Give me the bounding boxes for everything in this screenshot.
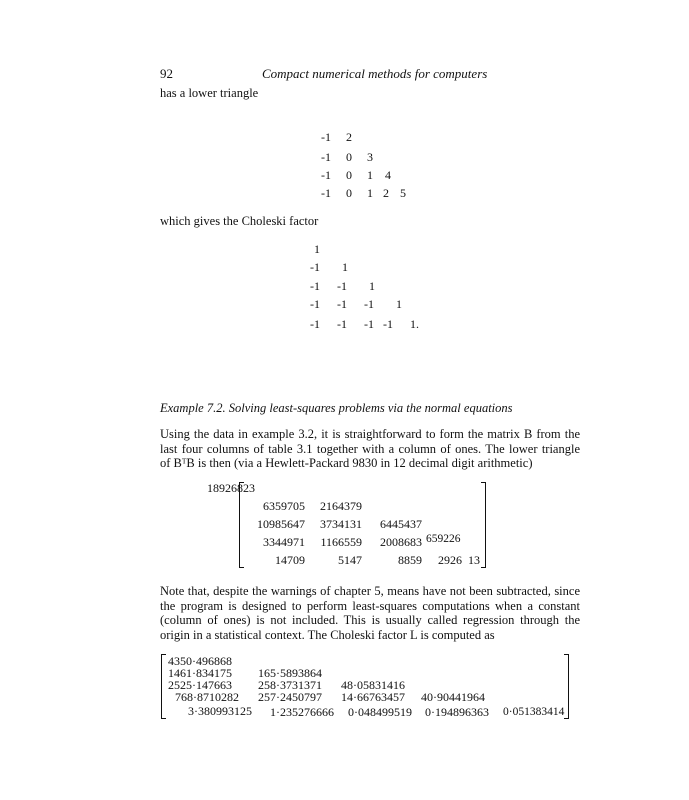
matrix-cell: 1166559	[320, 535, 362, 549]
matrix-cell: 3	[367, 150, 373, 164]
matrix-cell: -1	[364, 317, 374, 331]
matrix-cell: -1	[310, 260, 320, 274]
matrix-cell: -1	[321, 186, 331, 200]
paragraph-line: Using the data in example 3.2, it is straightforward to form the matrix B from the	[160, 427, 580, 441]
matrix-cell: -1	[310, 279, 320, 293]
example-heading: Example 7.2. Solving least-squares problems via the normal equations	[160, 401, 513, 415]
matrix-cell: 14·66763457	[341, 690, 405, 704]
matrix-cell: 1	[367, 186, 373, 200]
matrix-cell: -1	[337, 317, 347, 331]
matrix-cell: 1	[396, 297, 402, 311]
paragraph-1	[160, 427, 580, 471]
paragraph-line: (column of ones) is not included. This is usually called regression through the	[160, 613, 580, 628]
matrix-cell: 1·235276666	[270, 705, 334, 719]
matrix-cell: 13	[468, 553, 480, 567]
matrix-cell: 10985647	[257, 517, 305, 531]
matrix-cell: 0·194896363	[425, 705, 489, 719]
matrix-cell: 1	[342, 260, 348, 274]
matrix-cell: -1	[364, 297, 374, 311]
matrix-cell: 1	[314, 242, 320, 256]
matrix-cell: 3344971	[263, 535, 305, 549]
matrix-cell: 2	[346, 130, 352, 144]
paragraph-line: the program is designed to perform least-squares computations when a constant	[160, 598, 580, 613]
matrix-cell: 0	[346, 168, 352, 182]
matrix-cell: 5	[400, 186, 406, 200]
right-bracket	[564, 654, 569, 719]
matrix-cell: 0·051383414	[503, 706, 565, 718]
paragraph-line: of BᵀB is then (via a Hewlett-Packard 9830 in 12 decimal digit arithmetic)	[160, 456, 533, 471]
right-bracket	[481, 482, 486, 568]
matrix-cell: 4350·496868	[168, 654, 232, 668]
matrix-cell: 3734131	[320, 517, 362, 531]
running-title: Compact numerical methods for computers	[262, 66, 488, 81]
matrix-cell: 6445437	[380, 517, 422, 531]
matrix-cell: 2	[383, 186, 389, 200]
matrix-cell: 257·2450797	[258, 690, 322, 704]
matrix-cell: 4	[385, 168, 391, 182]
matrix-cell: 40·90441964	[421, 690, 485, 704]
matrix-cell: 1	[369, 279, 375, 293]
matrix-cell: 0	[346, 186, 352, 200]
matrix-cell: 165·5893864	[258, 666, 322, 680]
matrix-cell: 2008683	[380, 535, 422, 549]
matrix-cell: 2164379	[320, 499, 362, 513]
choleski-intro-text: which gives the Choleski factor	[160, 214, 319, 228]
matrix-cell: -1	[310, 297, 320, 311]
matrix-cell: 2525·147663	[168, 678, 232, 692]
matrix-cell: 14709	[275, 553, 305, 567]
left-bracket	[161, 654, 166, 719]
paragraph-line: Note that, despite the warnings of chapter 5, means have not been subtracted, since	[160, 584, 580, 598]
paragraph-line: origin in a statistical context. The Choleski factor L is computed as	[160, 627, 495, 642]
matrix-cell: -1	[321, 150, 331, 164]
matrix-cell: 0·048499519	[348, 705, 412, 719]
matrix-cell: 0	[346, 150, 352, 164]
matrix-cell: 6359705	[263, 499, 305, 513]
matrix-cell: 258·3731371	[258, 678, 322, 692]
matrix-cell: -1	[383, 317, 393, 331]
matrix-cell: -1	[321, 130, 331, 144]
matrix-cell: 1.	[410, 317, 419, 331]
matrix-cell: 1461·834175	[168, 666, 232, 680]
matrix-cell: 2926	[438, 553, 462, 567]
matrix-cell: 18926823	[207, 481, 255, 495]
matrix-cell: -1	[310, 317, 320, 331]
intro-text: has a lower triangle	[160, 86, 259, 100]
matrix-cell: 768·8710282	[175, 690, 239, 704]
paragraph-line: last four columns of table 3.1 together with a column of ones. The lower triangle	[160, 441, 580, 456]
matrix-cell: 48·05831416	[341, 678, 405, 692]
paragraph-2	[160, 584, 580, 642]
matrix-cell: -1	[321, 168, 331, 182]
matrix-cell: 1	[367, 168, 373, 182]
matrix-cell: -1	[337, 297, 347, 311]
matrix-cell: 659226	[426, 533, 461, 545]
matrix-cell: 8859	[398, 553, 422, 567]
page-number: 92	[160, 66, 173, 81]
matrix-cell: 5147	[338, 553, 362, 567]
matrix-cell: 3·380993125	[188, 704, 252, 718]
matrix-cell: -1	[337, 279, 347, 293]
